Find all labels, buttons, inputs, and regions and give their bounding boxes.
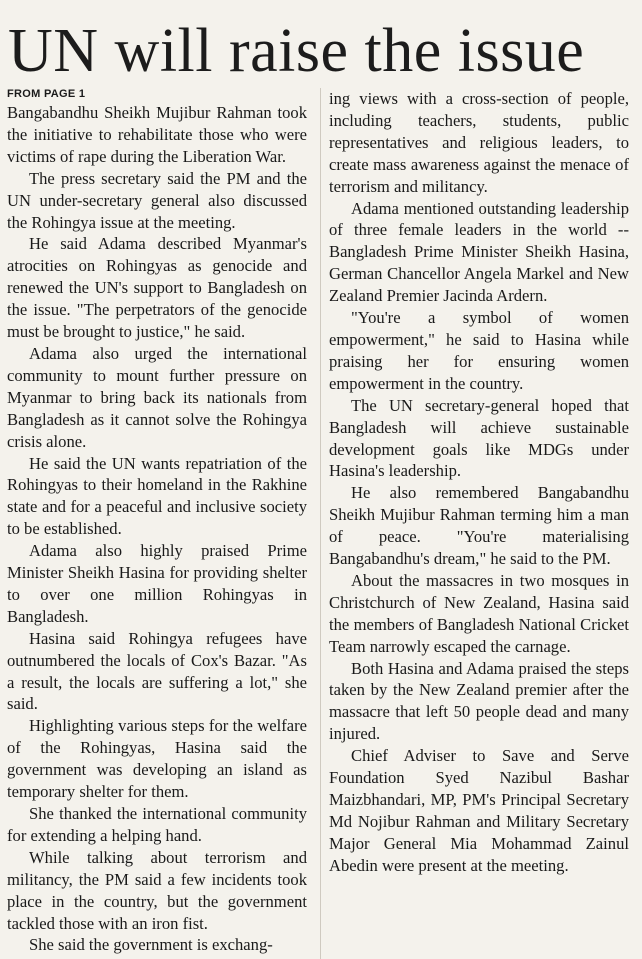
paragraph: She thanked the international community for extending a helping hand. (7, 804, 307, 845)
left-column (7, 88, 307, 956)
paragraph: Adama also urged the international community to mount further pressure on Myanmar to bring back its nationals from Bangladesh as it cannot solve the Rohingya crisis alone. (7, 343, 307, 451)
paragraph: The UN secretary-general hoped that Bangladesh will achieve sustainable development goals like MDGs under Hasina's leadership. (329, 395, 629, 481)
paragraph: "You're a symbol of women empowerment," he said to Hasina while praising her for ensuring women empowerment in the country. (329, 308, 629, 393)
paragraph: She said the government is exchang- (29, 935, 273, 955)
paragraph: Adama also highly praised Prime Minister Sheikh Hasina for providing shelter to over one million Rohingyas in Bangladesh. (7, 541, 307, 626)
paragraph: ing views with a cross-section of people, including teachers, students, public representatives and religious leaders, to create mass awareness against the menace of terrorism and militancy. (329, 89, 629, 196)
paragraph: Chief Adviser to Save and Serve Foundation Syed Nazibul Bashar Maizbhandari, MP, PM's Principal Secretary Md Nojibur Rahman and Military Secretary Major General Mia Mohammad Zainul Abedin were present at the meeting. (329, 746, 629, 875)
paragraph: About the massacres in two mosques in Christchurch of New Zealand, Hasina said the members of Bangladesh National Cricket Team narrowly escaped the carnage. (329, 570, 629, 656)
paragraph: He said the UN wants repatriation of the Rohingyas to their homeland in the Rakhine state and for a peaceful and inclusive society to be established. (7, 453, 307, 539)
right-column (329, 88, 629, 877)
paragraph: The press secretary said the PM and the UN under-secretary general also discussed the Rohingya issue at the meeting. (7, 168, 307, 232)
paragraph: Adama mentioned outstanding leadership of three female leaders in the world -- Bangladesh Prime Minister Sheikh Hasina, German Chancellor Angela Markel and New Zealand Premier Jacinda Ardern. (329, 198, 629, 306)
headline: UN will raise the issue (8, 17, 585, 85)
paragraph: He said Adama described Myanmar's atrocities on Rohingyas as genocide and renewed the UN's support to Bangladesh on the issue. "The perpetrators of the genocide must be brought to justice," he said. (7, 234, 307, 342)
column-divider (320, 88, 321, 959)
paragraph: Both Hasina and Adama praised the steps taken by the New Zealand premier after the massacre that left 50 people dead and many injured. (329, 658, 629, 744)
paragraph: While talking about terrorism and militancy, the PM said a few incidents took place in the country, but the government tackled those with an iron fist. (7, 847, 307, 933)
continuation-kicker: FROM PAGE 1 (7, 88, 86, 100)
paragraph: He also remembered Bangabandhu Sheikh Mujibur Rahman terming him a man of peace. "You're materialising Bangabandhu's dream," he said to the PM. (329, 483, 629, 569)
paragraph: Hasina said Rohingya refugees have outnumbered the locals of Cox's Bazar. "As a result, the locals are suffering a lot," she said. (7, 628, 307, 714)
paragraph: Bangabandhu Sheikh Mujibur Rahman took the initiative to rehabilitate those who were victims of rape during the Liberation War. (7, 103, 307, 166)
paragraph: Highlighting various steps for the welfare of the Rohingyas, Hasina said the government was developing an island as temporary shelter for them. (7, 716, 307, 802)
